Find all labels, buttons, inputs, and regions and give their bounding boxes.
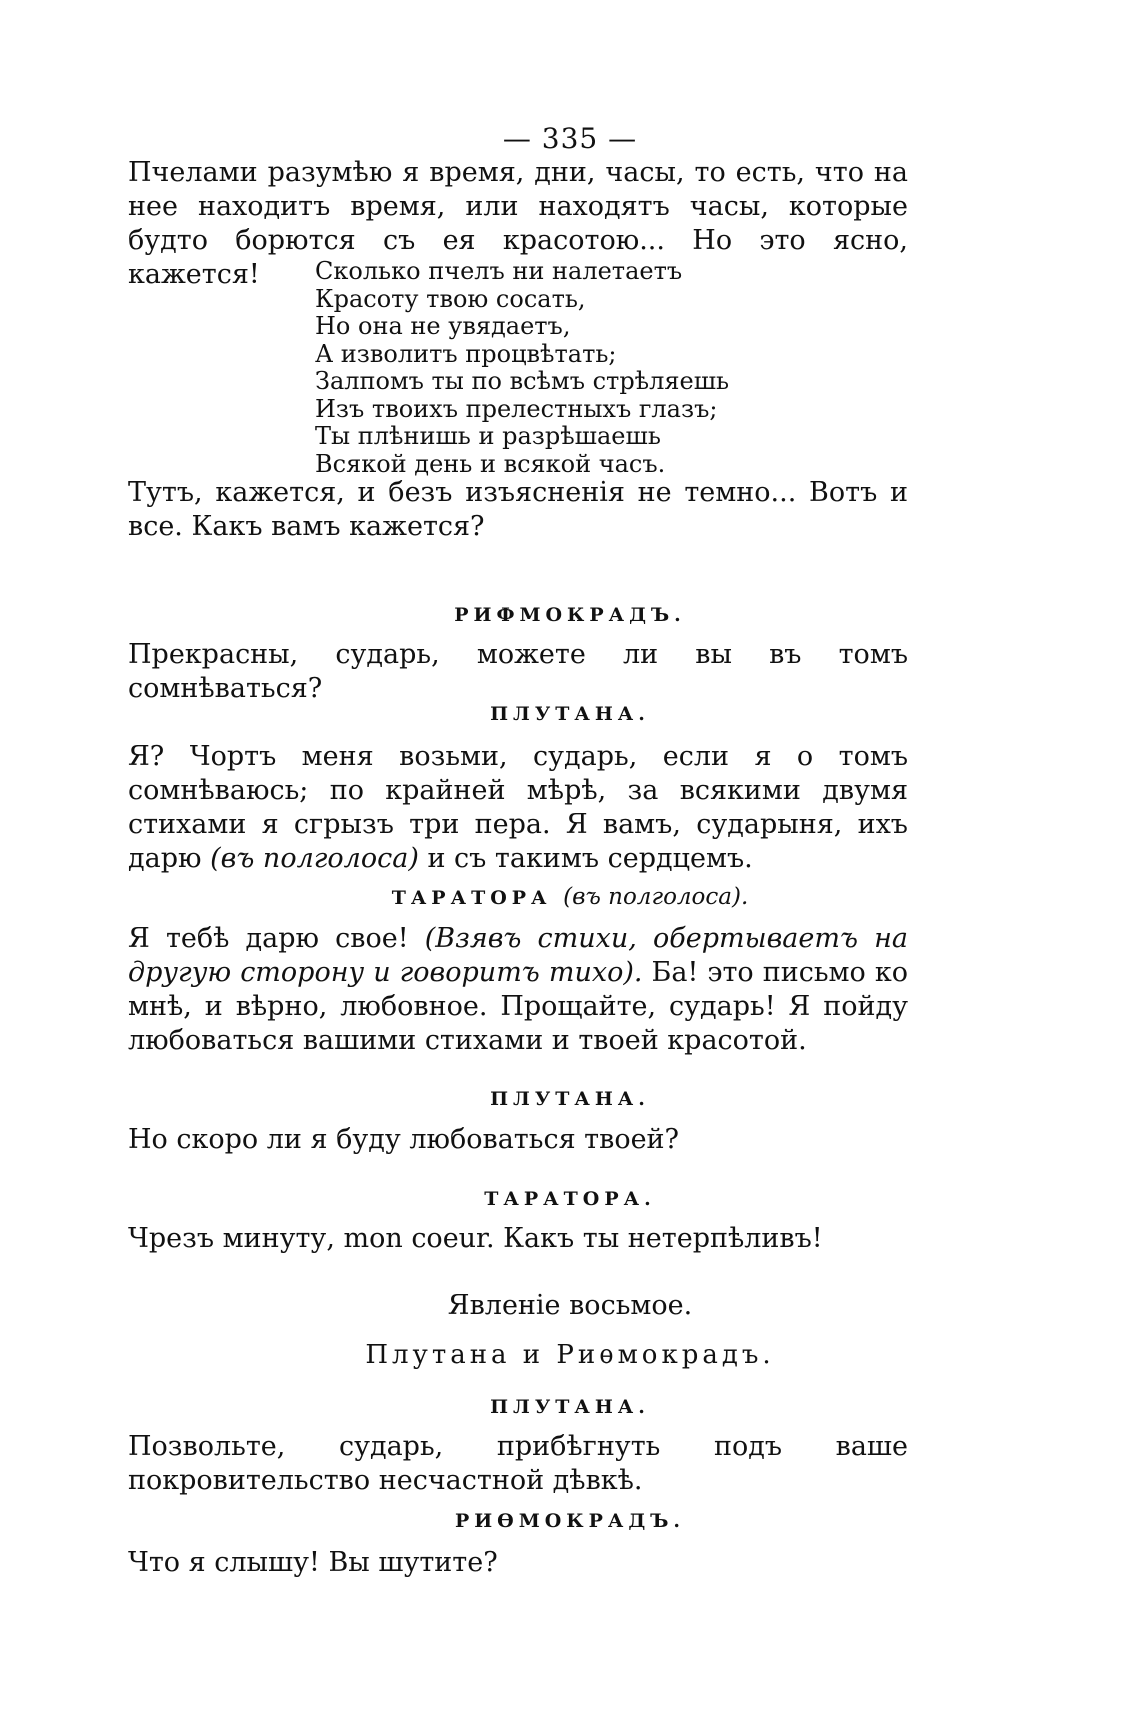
dialogue-line [128, 740, 908, 876]
scene-title: Явленіе восьмое. [447, 1290, 693, 1321]
dialogue-line: Но скоро ли я буду любоваться твоей? [128, 1124, 680, 1155]
dialogue-line [128, 922, 908, 1058]
verse-line: Изъ твоихъ прелестныхъ глазъ; [315, 394, 718, 423]
scene-cast: Плутана и Риѳмокрадъ. [365, 1340, 775, 1370]
dialogue-text: Я? Чортъ меня возьми, сударь, если я о томъ сомнѣваюсь; по крайней мѣрѣ, за всякими двумя стихами я сгрызъ три пера. Я вамъ, сударыня, ихъ дарю [128, 741, 908, 874]
speaker-taratora [0, 884, 1140, 910]
paragraph-after-verse: Тутъ, кажется, и безъ изъясненія не темно... Вотъ и все. Какъ вамъ кажется? [128, 477, 908, 542]
stage-direction: (въ полголоса) [210, 843, 419, 874]
verse-line: Красоту твою сосать, [315, 284, 586, 313]
dialogue-line: Что я слышу! Вы шутите? [128, 1547, 498, 1578]
dialogue-line: Чрезъ минуту, mon coeur. Какъ ты нетерпѣливъ! [128, 1223, 823, 1254]
speaker-plutana: ПЛУТАНА. [490, 703, 650, 725]
verse-block [315, 258, 835, 478]
dialogue-text: и съ такимъ сердцемъ. [427, 843, 753, 874]
speaker-plutana: ПЛУТАНА. [490, 1396, 650, 1418]
page-number: — 335 — [502, 122, 638, 155]
dialogue-text: Ба! это письмо ко мнѣ, и вѣрно, любовное. Прощайте, сударь! Я пойду любоваться вашими стихами и твоей красотой. [128, 957, 908, 1056]
stage-direction: (Взявъ стихи, обертываетъ на другую сторону и говоритъ тихо). [128, 923, 908, 988]
verse-line: Всякой день и всякой часъ. [315, 449, 666, 478]
verse-line: Ты плѣнишь и разрѣшаешь [315, 422, 661, 450]
verse-line: Но она не увядаетъ, [315, 312, 571, 340]
speaker-taratora: ТАРАТОРА. [484, 1188, 656, 1210]
dialogue-text: Я тебѣ дарю свое! [128, 923, 409, 954]
verse-line: Залпомъ ты по всѣмъ стрѣляешь [315, 367, 730, 395]
paragraph-intro: Пчелами разумѣю я время, дни, часы, то есть, что на нее находитъ время, или находятъ часы, которые будто борются съ ея красотою... Но это ясно, кажется! [128, 157, 908, 290]
verse-line: А изволитъ процвѣтать; [315, 339, 617, 368]
speaker-rifmokrad: РИѲМОКРАДЪ. [454, 1510, 686, 1532]
dialogue-line: Позвольте, сударь, прибѣгнуть подъ ваше покровительство несчастной дѣвкѣ. [128, 1431, 908, 1496]
verse-line: Сколько пчелъ ни налетаетъ [315, 257, 683, 285]
dialogue-line: Прекрасны, сударь, можете ли вы въ томъ сомнѣваться? [128, 639, 908, 704]
stage-direction: (въ полголоса). [563, 884, 749, 910]
speaker-plutana: ПЛУТАНА. [490, 1088, 650, 1110]
speaker-name: ТАРАТОРА [391, 887, 552, 909]
speaker-rifmokrad: РИФМОКРАДЪ. [454, 604, 686, 626]
